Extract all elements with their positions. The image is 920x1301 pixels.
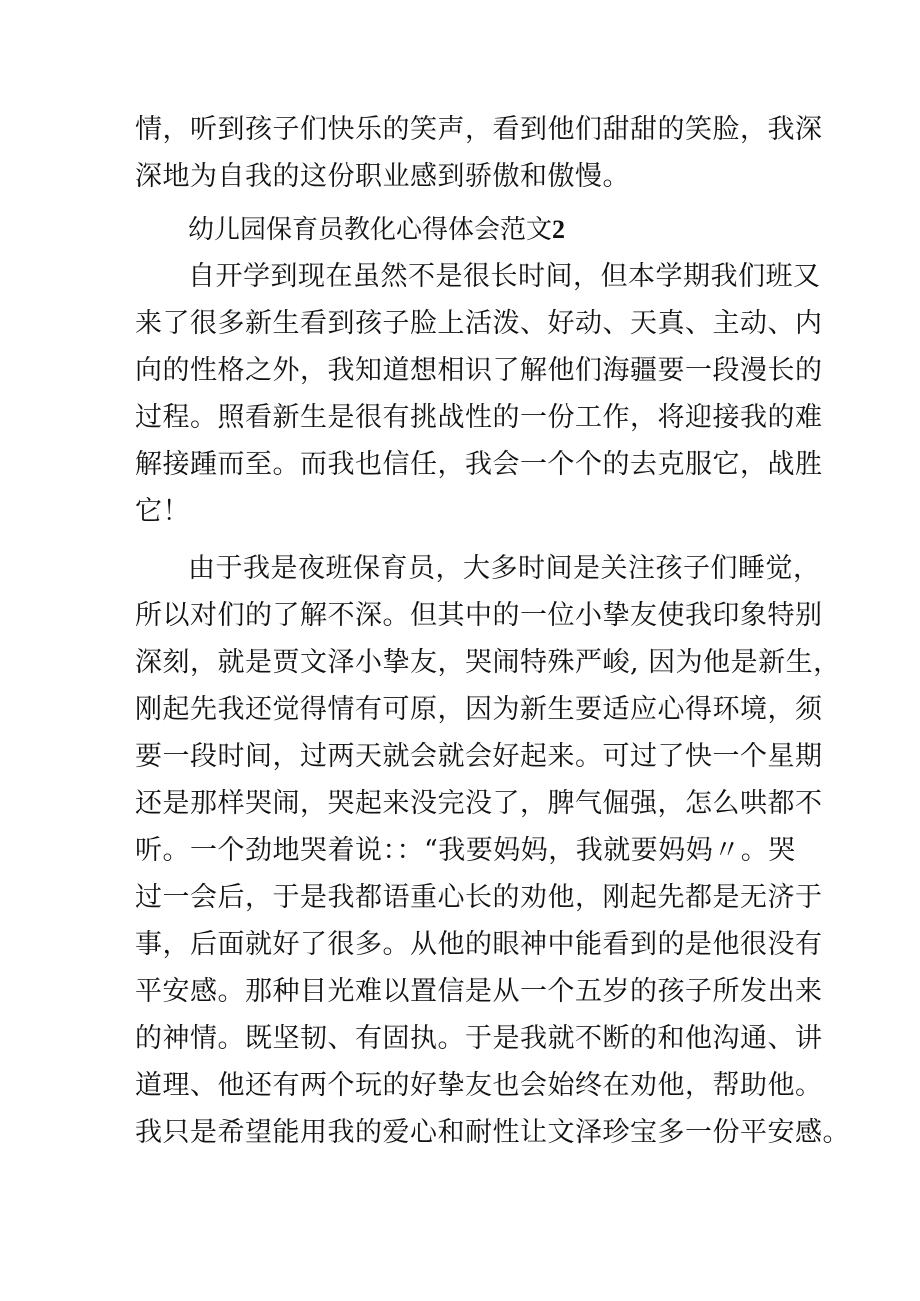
heading-number: 2	[552, 215, 566, 244]
text-line: 解接踵而至。而我也信任，我会一个个的去克服它，战胜	[135, 449, 823, 480]
paragraph-1	[135, 253, 835, 535]
text-line: 过一会后，于是我都语重心长的劝他，刚起先都是无济于	[135, 882, 823, 913]
text-line: 它！	[135, 496, 190, 527]
paragraph-top	[135, 106, 835, 200]
text-line: 事，后面就好了很多。从他的眼神中能看到的是他很没有	[135, 929, 823, 960]
text-line: 的神情。既坚韧、有固执。于是我就不断的和他沟通、讲	[135, 1023, 823, 1054]
text-line: 过程。照看新生是很有挑战性的一份工作，将迎接我的难	[135, 402, 823, 433]
text-line: 道理、他还有两个玩的好挚友也会始终在劝他，帮助他。	[135, 1070, 823, 1101]
heading-text: 幼儿园保育员教化心得体会范文	[188, 215, 553, 245]
text-line: 还是那样哭闹，哭起来没完没了，脾气倔强，怎么哄都不	[135, 788, 823, 819]
text-line: 来了很多新生看到孩子脸上活泼、好动、天真、主动、内	[135, 308, 823, 339]
text-line: 我只是希望能用我的爱心和耐性让文泽珍宝多一份平安感。	[135, 1117, 850, 1148]
text-line: 自开学到现在虽然不是很长时间，但本学期我们班又	[188, 261, 821, 292]
text-line: 深刻，就是贾文泽小挚友，哭闹特殊严峻, 因为他是新生，	[135, 647, 841, 678]
text-line: 平安感。那种目光难以置信是从一个五岁的孩子所发出来	[135, 976, 823, 1007]
text-line: 情，听到孩子们快乐的笑声，看到他们甜甜的笑脸，我深	[135, 114, 823, 145]
text-line: 所以对们的了解不深。但其中的一位小挚友使我印象特别	[135, 600, 823, 631]
text-line: 深地为自我的这份职业感到骄傲和傲慢。	[135, 161, 630, 192]
section-heading	[188, 210, 565, 250]
text-line: 要一段时间，过两天就会就会好起来。可过了快一个星期	[135, 741, 823, 772]
text-line: 由于我是夜班保育员，大多时间是关注孩子们睡觉，	[188, 553, 821, 584]
text-line: 刚起先我还觉得情有可原，因为新生要适应心得环境，须	[135, 694, 823, 725]
paragraph-2	[135, 545, 850, 1156]
text-line: 向的性格之外，我知道想相识了解他们海疆要一段漫长的	[135, 355, 823, 386]
text-line: 听。一个劲地哭着说：：“我要妈妈，我就要妈妈〃。哭	[135, 835, 796, 866]
